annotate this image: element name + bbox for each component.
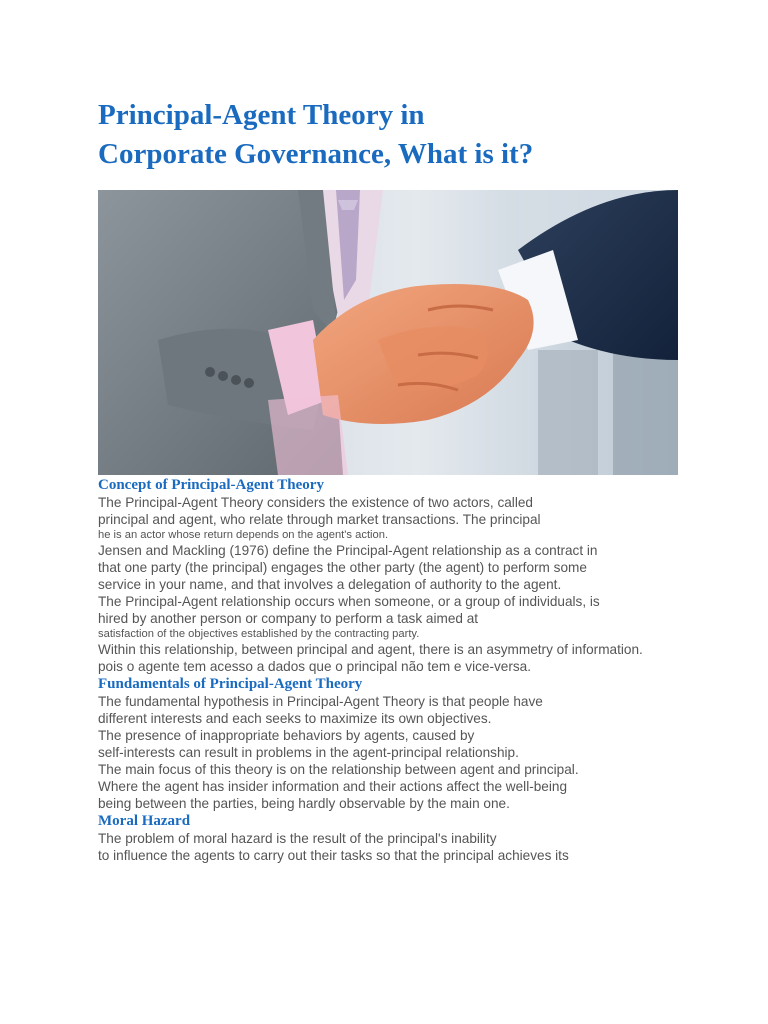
body-line: hired by another person or company to perform a task aimed at — [98, 611, 479, 626]
section-heading-concept: Concept of Principal-Agent Theory — [98, 477, 324, 493]
body-line: being between the parties, being hardly observable by the main one. — [98, 796, 510, 811]
body-line: Within this relationship, between principal and agent, there is an asymmetry of information. — [98, 642, 643, 657]
body-line: The Principal-Agent Theory considers the existence of two actors, called — [98, 495, 533, 510]
body-line: The problem of moral hazard is the result of the principal's inability — [98, 831, 497, 846]
body-line: self-interests can result in problems in the agent-principal relationship. — [98, 745, 519, 760]
body-line: different interests and each seeks to maximize its own objectives. — [98, 711, 492, 726]
body-line: principal and agent, who relate through market transactions. The principal — [98, 512, 541, 527]
body-line: pois o agente tem acesso a dados que o principal não tem e vice-versa. — [98, 659, 531, 674]
body-line: The Principal-Agent relationship occurs when someone, or a group of individuals, is — [98, 594, 600, 609]
document-title-block — [98, 96, 698, 174]
body-line: The main focus of this theory is on the relationship between agent and principal. — [98, 762, 579, 777]
body-line: that one party (the principal) engages the other party (the agent) to perform some — [98, 560, 587, 575]
body-line: Jensen and Mackling (1976) define the Principal-Agent relationship as a contract in — [98, 543, 598, 558]
body-line: service in your name, and that involves a delegation of authority to the agent. — [98, 577, 562, 592]
body-line: he is an actor whose return depends on the agent's action. — [98, 529, 389, 541]
title-line-1: Principal-Agent Theory in — [98, 99, 425, 131]
article-body — [98, 476, 688, 864]
body-line: to influence the agents to carry out their tasks so that the principal achieves its — [98, 848, 569, 863]
title-line-2: Corporate Governance, What is it? — [98, 138, 534, 170]
handshake-illustration — [98, 190, 678, 475]
body-line: The fundamental hypothesis in Principal-Agent Theory is that people have — [98, 694, 543, 709]
handshake-image — [98, 190, 678, 475]
body-line: The presence of inappropriate behaviors by agents, caused by — [98, 728, 475, 743]
page-title — [98, 96, 698, 174]
body-line: satisfaction of the objectives established by the contracting party. — [98, 628, 420, 640]
section-heading-fundamentals: Fundamentals of Principal-Agent Theory — [98, 676, 363, 692]
section-heading-moral-hazard: Moral Hazard — [98, 813, 191, 829]
body-line: Where the agent has insider information and their actions affect the well-being — [98, 779, 568, 794]
